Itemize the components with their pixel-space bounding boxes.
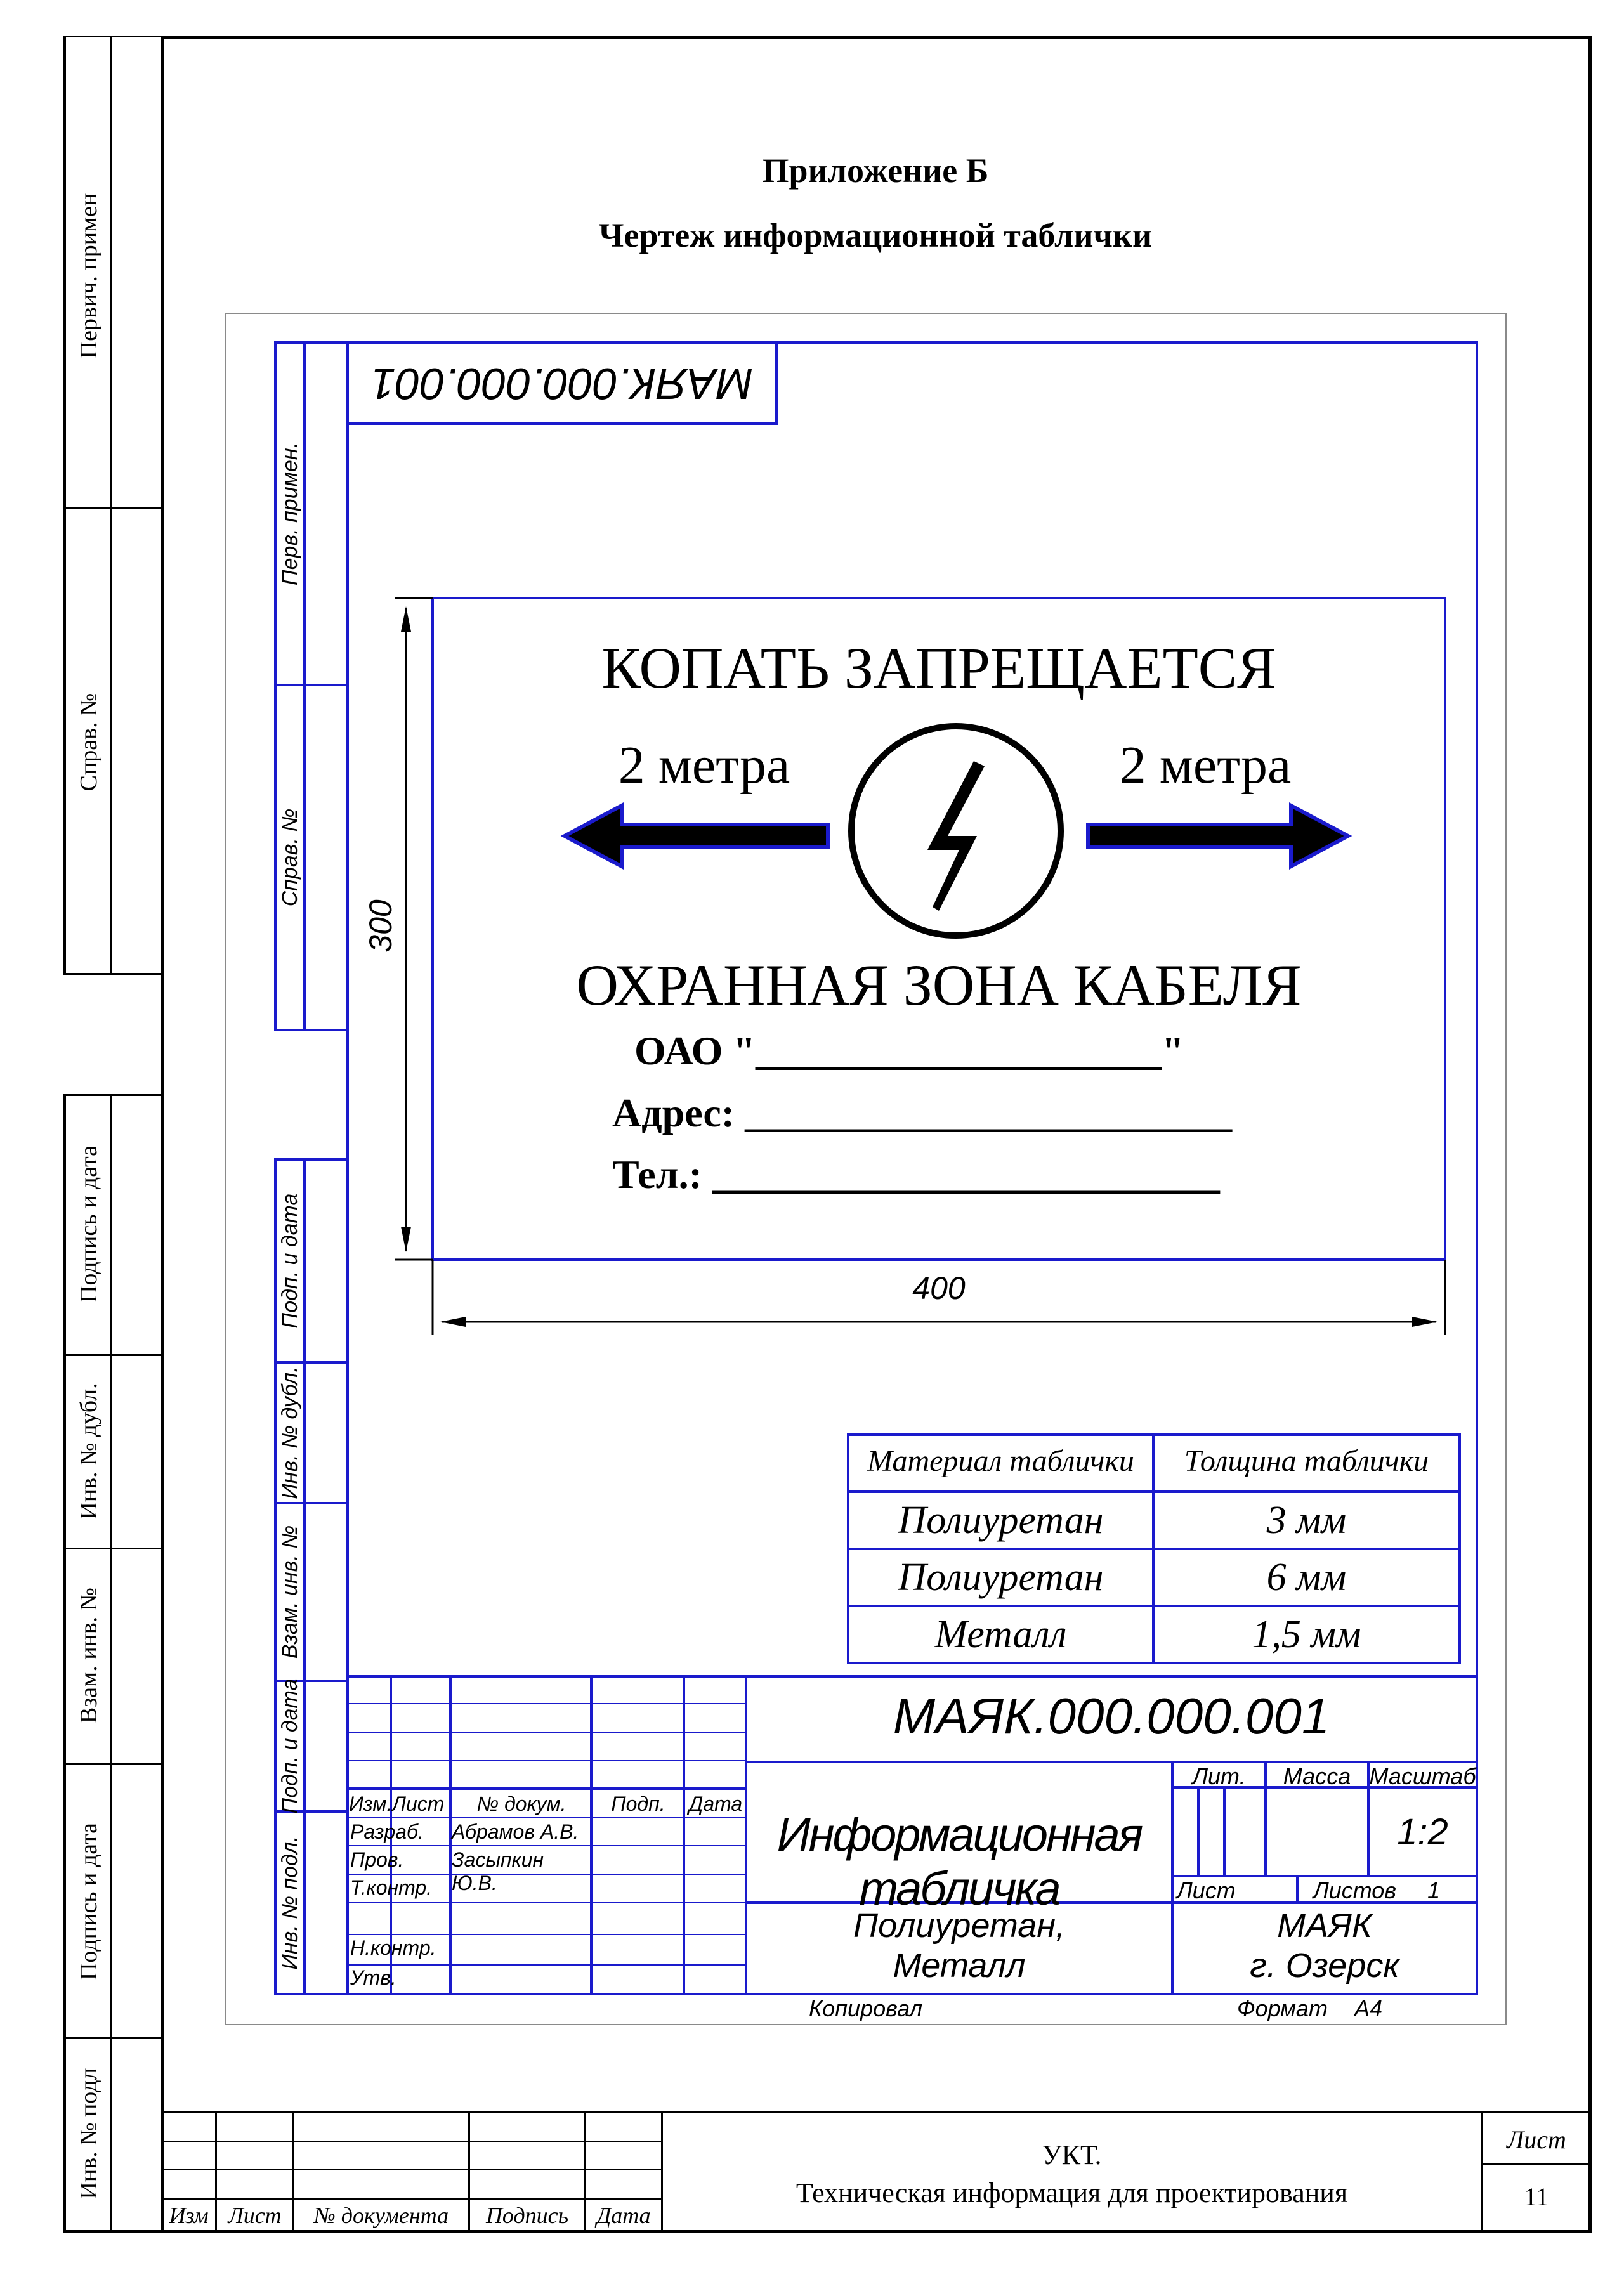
stamp-header-change: Изм [169, 2203, 209, 2228]
drawing-side-label-signature-date-2: Подп. и дата [278, 1678, 302, 1814]
table-cell: 6 мм [1266, 1556, 1347, 1599]
margin-label-signature-date-2: Подпись и дата [75, 1822, 102, 1981]
drawing-code-rotated: МАЯК.000.000.001 [370, 359, 754, 408]
stamp-header-signature: Подпись [485, 2203, 569, 2228]
table-header-thickness: Толщина таблички [1184, 1444, 1429, 1478]
sign-distance-left: 2 метра [618, 736, 790, 795]
sheets-count: 1 [1427, 1877, 1441, 1903]
org-city: г. Озерск [1250, 1947, 1399, 1985]
row-role: Утв. [350, 1966, 396, 1989]
drawing-side-label-primary-use: Перв. примен. [278, 442, 302, 585]
row-role: Н.контр. [350, 1936, 436, 1959]
col-header-date: Дата [688, 1792, 743, 1815]
col-header-change: Изм. [349, 1792, 393, 1815]
mass-label: Масса [1283, 1763, 1351, 1789]
drawing-side-label-replaced-inventory: Взам. инв. № [278, 1525, 302, 1659]
row-role: Пров. [350, 1848, 404, 1871]
stamp-header-date: Дата [596, 2203, 651, 2228]
table-cell: 3 мм [1266, 1499, 1347, 1542]
scale-value: 1:2 [1397, 1811, 1448, 1853]
margin-label-original-inventory: Инв. № подл [75, 2068, 102, 2200]
margin-label-replaced-inventory: Взам. инв. № [75, 1587, 102, 1724]
row-role: Разраб. [350, 1820, 424, 1843]
drawing-side-label-signature-date-1: Подп. и дата [278, 1193, 302, 1329]
stamp-header-sheet: Лист [228, 2203, 282, 2228]
col-header-doc-no: № докум. [476, 1792, 566, 1815]
title-block-name: Информационная табличка [776, 1808, 1142, 1915]
dimension-width-label: 400 [912, 1270, 966, 1306]
title-block-code: МАЯК.000.000.001 [893, 1688, 1330, 1744]
row-person: Засыпкин Ю.В. [452, 1848, 544, 1895]
row-person: Абрамов А.В. [452, 1820, 579, 1843]
sign-phone-line: Тел.: _________________________ [612, 1152, 1220, 1197]
high-voltage-icon [851, 726, 1061, 936]
stamp-sheet-number: 11 [1524, 2182, 1549, 2211]
table-cell: Металл [934, 1613, 1067, 1656]
stamp-sheet-label: Лист [1507, 2125, 1566, 2154]
stamp-doc-title: Техническая информация для проектирования [796, 2177, 1348, 2208]
row-role: Т.контр. [350, 1876, 433, 1899]
material-line-1: Полиуретан, [853, 1907, 1066, 1945]
scale-label: Масштаб [1369, 1763, 1476, 1789]
margin-label-signature-date-1: Подпись и дата [75, 1145, 102, 1303]
sheet-label: Лист [1177, 1877, 1236, 1903]
sign-zone: ОХРАННАЯ ЗОНА КАБЕЛЯ [576, 953, 1302, 1017]
margin-label-reference: Справ. № [75, 693, 102, 792]
drawing-title: Чертеж информационной таблички [598, 216, 1153, 254]
appendix-heading: Приложение Б [762, 152, 989, 190]
margin-label-primary-use: Первич. примен [75, 193, 102, 359]
margin-label-dup-inventory: Инв. № дубл. [75, 1383, 102, 1520]
arrow-left-icon [565, 806, 828, 866]
lit-label: Лит. [1192, 1763, 1246, 1789]
material-line-2: Металл [893, 1947, 1026, 1985]
arrow-right-icon [1088, 806, 1348, 866]
sign-warning: КОПАТЬ ЗАПРЕЩАЕТСЯ [601, 636, 1276, 700]
table-cell: Полиуретан [898, 1556, 1104, 1599]
table-cell: Полиуретан [898, 1499, 1104, 1542]
sign-distance-right: 2 метра [1119, 736, 1292, 795]
table-cell: 1,5 мм [1252, 1613, 1361, 1656]
sheets-label: Листов [1313, 1877, 1397, 1903]
stamp-doc-code: УКТ. [1042, 2139, 1102, 2170]
sign-company-line: ОАО "____________________" [634, 1028, 1184, 1073]
drawing-side-label-reference: Справ. № [278, 808, 302, 907]
copied-label: Копировал [809, 1995, 923, 2021]
sign-address-line: Адрес: ________________________ [612, 1090, 1233, 1135]
stamp-header-doc-no: № документа [313, 2203, 449, 2228]
dimension-height-label: 300 [363, 899, 398, 953]
stamp-col-headers [162, 2201, 662, 2230]
col-header-sheet: Лист [392, 1792, 445, 1815]
drawing-side-label-dup-inventory: Инв. № дубл. [278, 1366, 302, 1499]
format-value: А4 [1354, 1995, 1383, 2021]
table-header-material: Материал таблички [867, 1444, 1134, 1478]
col-header-signature: Подп. [611, 1792, 665, 1815]
org-name: МАЯК [1277, 1907, 1372, 1945]
format-label: Формат [1237, 1995, 1328, 2021]
drawing-side-label-original-inventory: Инв. № подл. [278, 1836, 302, 1970]
material-table [848, 1435, 1460, 1663]
